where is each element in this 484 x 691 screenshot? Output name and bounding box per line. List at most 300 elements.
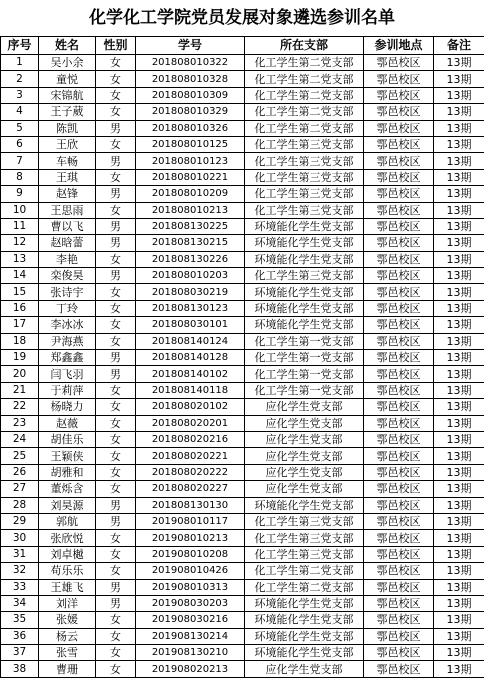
cell-index: 29 — [1, 513, 39, 529]
document-title: 化学化工学院党员发展对象遴选参训名单 — [89, 8, 395, 28]
cell-gender: 女 — [96, 333, 136, 349]
cell-note: 13期 — [434, 71, 484, 87]
cell-branch: 化工学生第一党支部 — [245, 366, 364, 382]
cell-training-location: 鄠邑校区 — [364, 563, 434, 579]
table-row — [1, 87, 484, 103]
cell-name: 宋锦航 — [39, 87, 96, 103]
cell-note: 13期 — [434, 186, 484, 202]
cell-branch: 化工学生第二党支部 — [245, 120, 364, 136]
cell-index: 14 — [1, 268, 39, 284]
cell-note: 13期 — [434, 481, 484, 497]
cell-gender: 女 — [96, 202, 136, 218]
cell-training-location: 鄠邑校区 — [364, 595, 434, 611]
cell-student-id: 201808020216 — [136, 431, 245, 447]
cell-training-location: 鄠邑校区 — [364, 513, 434, 529]
cell-training-location: 鄠邑校区 — [364, 579, 434, 595]
table-row — [1, 563, 484, 579]
cell-name: 尹海燕 — [39, 333, 96, 349]
cell-gender: 男 — [96, 268, 136, 284]
cell-note: 13期 — [434, 284, 484, 300]
cell-name: 王琪 — [39, 169, 96, 185]
cell-branch: 化工学生第三党支部 — [245, 136, 364, 152]
cell-name: 杨晓力 — [39, 399, 96, 415]
cell-index: 21 — [1, 382, 39, 398]
cell-training-location: 鄠邑校区 — [364, 153, 434, 169]
cell-name: 王子葳 — [39, 104, 96, 120]
cell-index: 37 — [1, 645, 39, 661]
cell-branch: 化工学生第三党支部 — [245, 202, 364, 218]
table-row — [1, 546, 484, 562]
cell-name: 刘洋 — [39, 595, 96, 611]
cell-training-location: 鄠邑校区 — [364, 399, 434, 415]
cell-student-id: 201908010208 — [136, 546, 245, 562]
cell-student-id: 201808010213 — [136, 202, 245, 218]
cell-name: 童悦 — [39, 71, 96, 87]
cell-gender: 女 — [96, 563, 136, 579]
cell-branch: 化工学生第三党支部 — [245, 169, 364, 185]
header-gender: 性别 — [96, 37, 136, 55]
cell-gender: 女 — [96, 136, 136, 152]
table-row — [1, 415, 484, 431]
cell-note: 13期 — [434, 595, 484, 611]
cell-note: 13期 — [434, 546, 484, 562]
cell-branch: 化工学生第一党支部 — [245, 333, 364, 349]
header-branch: 所在支部 — [245, 37, 364, 55]
cell-index: 10 — [1, 202, 39, 218]
table-row — [1, 661, 484, 677]
cell-training-location: 鄠邑校区 — [364, 55, 434, 71]
cell-branch: 化工学生第一党支部 — [245, 382, 364, 398]
table-row — [1, 317, 484, 333]
cell-name: 刘昊源 — [39, 497, 96, 513]
cell-student-id: 201808010221 — [136, 169, 245, 185]
cell-note: 13期 — [434, 661, 484, 677]
cell-branch: 环境能化学生党支部 — [245, 218, 364, 234]
table-row — [1, 55, 484, 71]
cell-gender: 男 — [96, 120, 136, 136]
cell-name: 曹以飞 — [39, 218, 96, 234]
cell-branch: 环境能化学生党支部 — [245, 645, 364, 661]
cell-gender: 女 — [96, 645, 136, 661]
cell-index: 18 — [1, 333, 39, 349]
table-row — [1, 235, 484, 251]
cell-name: 王颖侠 — [39, 448, 96, 464]
cell-note: 13期 — [434, 530, 484, 546]
cell-student-id: 201908130210 — [136, 645, 245, 661]
cell-gender: 男 — [96, 513, 136, 529]
cell-index: 9 — [1, 186, 39, 202]
cell-name: 李艳 — [39, 251, 96, 267]
cell-name: 王思雨 — [39, 202, 96, 218]
table-row — [1, 136, 484, 152]
table-row — [1, 382, 484, 398]
cell-gender: 女 — [96, 284, 136, 300]
cell-training-location: 鄠邑校区 — [364, 612, 434, 628]
cell-student-id: 201808140102 — [136, 366, 245, 382]
cell-branch: 化工学生第二党支部 — [245, 104, 364, 120]
cell-note: 13期 — [434, 218, 484, 234]
cell-note: 13期 — [434, 104, 484, 120]
cell-note: 13期 — [434, 628, 484, 644]
cell-training-location: 鄠邑校区 — [364, 645, 434, 661]
cell-note: 13期 — [434, 497, 484, 513]
cell-index: 16 — [1, 300, 39, 316]
cell-name: 郭航 — [39, 513, 96, 529]
cell-training-location: 鄠邑校区 — [364, 202, 434, 218]
cell-student-id: 201908010313 — [136, 579, 245, 595]
cell-gender: 男 — [96, 218, 136, 234]
candidate-table — [0, 36, 484, 678]
cell-note: 13期 — [434, 382, 484, 398]
cell-training-location: 鄠邑校区 — [364, 71, 434, 87]
cell-gender: 男 — [96, 235, 136, 251]
table-row — [1, 399, 484, 415]
cell-student-id: 201808010125 — [136, 136, 245, 152]
cell-name: 王雄飞 — [39, 579, 96, 595]
table-row — [1, 628, 484, 644]
cell-note: 13期 — [434, 350, 484, 366]
cell-student-id: 201808010326 — [136, 120, 245, 136]
cell-index: 1 — [1, 55, 39, 71]
cell-branch: 化工学生第三党支部 — [245, 546, 364, 562]
cell-index: 34 — [1, 595, 39, 611]
cell-student-id: 201808020222 — [136, 464, 245, 480]
cell-name: 丁玲 — [39, 300, 96, 316]
cell-index: 23 — [1, 415, 39, 431]
table-row — [1, 645, 484, 661]
table-row — [1, 579, 484, 595]
cell-branch: 应化学生党支部 — [245, 415, 364, 431]
cell-name: 杨云 — [39, 628, 96, 644]
table-row — [1, 431, 484, 447]
table-row — [1, 333, 484, 349]
cell-note: 13期 — [434, 300, 484, 316]
cell-gender: 女 — [96, 169, 136, 185]
table-row — [1, 366, 484, 382]
cell-name: 胡雅和 — [39, 464, 96, 480]
cell-note: 13期 — [434, 268, 484, 284]
header-note: 备注 — [434, 37, 484, 55]
table-row — [1, 218, 484, 234]
table-row — [1, 612, 484, 628]
cell-training-location: 鄠邑校区 — [364, 628, 434, 644]
cell-note: 13期 — [434, 366, 484, 382]
cell-name: 车畅 — [39, 153, 96, 169]
cell-branch: 化工学生第三党支部 — [245, 186, 364, 202]
cell-student-id: 201808010328 — [136, 71, 245, 87]
table-row — [1, 153, 484, 169]
cell-gender: 女 — [96, 546, 136, 562]
cell-index: 33 — [1, 579, 39, 595]
cell-student-id: 201908030203 — [136, 595, 245, 611]
cell-training-location: 鄠邑校区 — [364, 481, 434, 497]
cell-training-location: 鄠邑校区 — [364, 235, 434, 251]
cell-training-location: 鄠邑校区 — [364, 415, 434, 431]
cell-index: 31 — [1, 546, 39, 562]
cell-training-location: 鄠邑校区 — [364, 497, 434, 513]
cell-note: 13期 — [434, 202, 484, 218]
cell-note: 13期 — [434, 333, 484, 349]
cell-training-location: 鄠邑校区 — [364, 104, 434, 120]
table-row — [1, 71, 484, 87]
cell-note: 13期 — [434, 513, 484, 529]
cell-student-id: 201808010309 — [136, 87, 245, 103]
cell-branch: 化工学生第三党支部 — [245, 268, 364, 284]
cell-training-location: 鄠邑校区 — [364, 268, 434, 284]
cell-branch: 环境能化学生党支部 — [245, 612, 364, 628]
cell-name: 赵晗蕾 — [39, 235, 96, 251]
cell-name: 胡佳乐 — [39, 431, 96, 447]
cell-student-id: 201808020227 — [136, 481, 245, 497]
header-student-id: 学号 — [136, 37, 245, 55]
cell-gender: 女 — [96, 71, 136, 87]
cell-training-location: 鄠邑校区 — [364, 366, 434, 382]
cell-branch: 化工学生第二党支部 — [245, 71, 364, 87]
cell-training-location: 鄠邑校区 — [364, 218, 434, 234]
header-index: 序号 — [1, 37, 39, 55]
cell-index: 5 — [1, 120, 39, 136]
cell-student-id: 201808130215 — [136, 235, 245, 251]
cell-training-location: 鄠邑校区 — [364, 136, 434, 152]
cell-branch: 环境能化学生党支部 — [245, 284, 364, 300]
cell-gender: 女 — [96, 448, 136, 464]
cell-branch: 化工学生第三党支部 — [245, 513, 364, 529]
cell-note: 13期 — [434, 87, 484, 103]
cell-name: 闫飞羽 — [39, 366, 96, 382]
cell-index: 20 — [1, 366, 39, 382]
cell-student-id: 201908010117 — [136, 513, 245, 529]
cell-student-id: 201808010322 — [136, 55, 245, 71]
table-row — [1, 530, 484, 546]
cell-gender: 女 — [96, 251, 136, 267]
cell-branch: 环境能化学生党支部 — [245, 497, 364, 513]
cell-note: 13期 — [434, 415, 484, 431]
cell-training-location: 鄠邑校区 — [364, 284, 434, 300]
cell-index: 7 — [1, 153, 39, 169]
cell-index: 38 — [1, 661, 39, 677]
cell-index: 22 — [1, 399, 39, 415]
cell-index: 2 — [1, 71, 39, 87]
cell-name: 张雪 — [39, 645, 96, 661]
cell-student-id: 201808130226 — [136, 251, 245, 267]
cell-student-id: 201808130225 — [136, 218, 245, 234]
cell-student-id: 201908030216 — [136, 612, 245, 628]
cell-training-location: 鄠邑校区 — [364, 186, 434, 202]
cell-index: 36 — [1, 628, 39, 644]
cell-training-location: 鄠邑校区 — [364, 448, 434, 464]
cell-index: 35 — [1, 612, 39, 628]
cell-student-id: 201808020221 — [136, 448, 245, 464]
cell-training-location: 鄠邑校区 — [364, 333, 434, 349]
cell-student-id: 201808010203 — [136, 268, 245, 284]
cell-branch: 应化学生党支部 — [245, 464, 364, 480]
cell-gender: 男 — [96, 497, 136, 513]
cell-student-id: 201808140124 — [136, 333, 245, 349]
table-header-row — [1, 37, 484, 55]
cell-branch: 环境能化学生党支部 — [245, 628, 364, 644]
cell-branch: 应化学生党支部 — [245, 399, 364, 415]
table-row — [1, 497, 484, 513]
cell-index: 24 — [1, 431, 39, 447]
table-row — [1, 186, 484, 202]
cell-training-location: 鄠邑校区 — [364, 464, 434, 480]
cell-branch: 化工学生第三党支部 — [245, 530, 364, 546]
cell-gender: 男 — [96, 579, 136, 595]
cell-student-id: 201808140128 — [136, 350, 245, 366]
cell-gender: 女 — [96, 104, 136, 120]
cell-training-location: 鄠邑校区 — [364, 87, 434, 103]
table-row — [1, 284, 484, 300]
cell-branch: 化工学生第三党支部 — [245, 153, 364, 169]
cell-name: 陈凯 — [39, 120, 96, 136]
cell-index: 6 — [1, 136, 39, 152]
cell-training-location: 鄠邑校区 — [364, 431, 434, 447]
cell-gender: 男 — [96, 595, 136, 611]
cell-student-id: 201908020213 — [136, 661, 245, 677]
cell-index: 15 — [1, 284, 39, 300]
cell-index: 32 — [1, 563, 39, 579]
cell-index: 25 — [1, 448, 39, 464]
cell-name: 吴小余 — [39, 55, 96, 71]
cell-index: 19 — [1, 350, 39, 366]
cell-note: 13期 — [434, 317, 484, 333]
cell-branch: 应化学生党支部 — [245, 481, 364, 497]
cell-student-id: 201808010329 — [136, 104, 245, 120]
cell-student-id: 201908010213 — [136, 530, 245, 546]
cell-training-location: 鄠邑校区 — [364, 120, 434, 136]
table-row — [1, 268, 484, 284]
cell-note: 13期 — [434, 645, 484, 661]
cell-gender: 男 — [96, 366, 136, 382]
cell-branch: 化工学生第二党支部 — [245, 579, 364, 595]
cell-student-id: 201908130214 — [136, 628, 245, 644]
cell-note: 13期 — [434, 431, 484, 447]
cell-student-id: 201808030101 — [136, 317, 245, 333]
cell-index: 17 — [1, 317, 39, 333]
cell-gender: 女 — [96, 661, 136, 677]
cell-gender: 女 — [96, 399, 136, 415]
cell-gender: 女 — [96, 464, 136, 480]
cell-note: 13期 — [434, 235, 484, 251]
cell-name: 苟乐乐 — [39, 563, 96, 579]
cell-student-id: 201808010209 — [136, 186, 245, 202]
header-name: 姓名 — [39, 37, 96, 55]
table-row — [1, 448, 484, 464]
cell-gender: 女 — [96, 317, 136, 333]
cell-branch: 环境能化学生党支部 — [245, 317, 364, 333]
cell-gender: 男 — [96, 186, 136, 202]
cell-branch: 化工学生第一党支部 — [245, 350, 364, 366]
cell-index: 28 — [1, 497, 39, 513]
cell-gender: 男 — [96, 153, 136, 169]
cell-student-id: 201808010123 — [136, 153, 245, 169]
cell-gender: 男 — [96, 350, 136, 366]
cell-branch: 环境能化学生党支部 — [245, 595, 364, 611]
cell-note: 13期 — [434, 136, 484, 152]
cell-student-id: 201808130130 — [136, 497, 245, 513]
cell-gender: 女 — [96, 415, 136, 431]
cell-index: 27 — [1, 481, 39, 497]
cell-index: 11 — [1, 218, 39, 234]
cell-branch: 化工学生第二党支部 — [245, 563, 364, 579]
cell-name: 刘卓樾 — [39, 546, 96, 562]
cell-name: 李冰冰 — [39, 317, 96, 333]
cell-student-id: 201808020201 — [136, 415, 245, 431]
cell-branch: 环境能化学生党支部 — [245, 300, 364, 316]
cell-student-id: 201808130123 — [136, 300, 245, 316]
cell-note: 13期 — [434, 55, 484, 71]
cell-index: 4 — [1, 104, 39, 120]
cell-training-location: 鄠邑校区 — [364, 350, 434, 366]
table-row — [1, 350, 484, 366]
cell-training-location: 鄠邑校区 — [364, 546, 434, 562]
cell-name: 于莉萍 — [39, 382, 96, 398]
cell-note: 13期 — [434, 563, 484, 579]
cell-name: 张媛 — [39, 612, 96, 628]
cell-gender: 女 — [96, 300, 136, 316]
cell-student-id: 201808140118 — [136, 382, 245, 398]
table-row — [1, 464, 484, 480]
cell-branch: 环境能化学生党支部 — [245, 235, 364, 251]
cell-name: 王欣 — [39, 136, 96, 152]
cell-name: 张欣悦 — [39, 530, 96, 546]
cell-training-location: 鄠邑校区 — [364, 530, 434, 546]
cell-gender: 女 — [96, 55, 136, 71]
header-training-location: 参训地点 — [364, 37, 434, 55]
cell-note: 13期 — [434, 579, 484, 595]
cell-gender: 女 — [96, 431, 136, 447]
cell-student-id: 201808030219 — [136, 284, 245, 300]
cell-gender: 女 — [96, 87, 136, 103]
cell-note: 13期 — [434, 169, 484, 185]
cell-name: 张诗宇 — [39, 284, 96, 300]
cell-training-location: 鄠邑校区 — [364, 251, 434, 267]
cell-student-id: 201908010426 — [136, 563, 245, 579]
cell-name: 曹珊 — [39, 661, 96, 677]
cell-name: 赵锋 — [39, 186, 96, 202]
cell-index: 3 — [1, 87, 39, 103]
cell-index: 30 — [1, 530, 39, 546]
cell-gender: 女 — [96, 530, 136, 546]
cell-gender: 女 — [96, 382, 136, 398]
table-row — [1, 595, 484, 611]
cell-name: 赵薇 — [39, 415, 96, 431]
cell-index: 13 — [1, 251, 39, 267]
table-row — [1, 104, 484, 120]
cell-name: 郑鑫鑫 — [39, 350, 96, 366]
table-row — [1, 481, 484, 497]
cell-training-location: 鄠邑校区 — [364, 169, 434, 185]
table-row — [1, 169, 484, 185]
cell-gender: 女 — [96, 481, 136, 497]
cell-name: 栾俊昊 — [39, 268, 96, 284]
cell-name: 董烁含 — [39, 481, 96, 497]
cell-note: 13期 — [434, 464, 484, 480]
cell-index: 12 — [1, 235, 39, 251]
cell-gender: 女 — [96, 628, 136, 644]
cell-index: 8 — [1, 169, 39, 185]
table-row — [1, 300, 484, 316]
cell-branch: 应化学生党支部 — [245, 431, 364, 447]
cell-note: 13期 — [434, 251, 484, 267]
cell-gender: 女 — [96, 612, 136, 628]
cell-student-id: 201808020102 — [136, 399, 245, 415]
cell-index: 26 — [1, 464, 39, 480]
table-row — [1, 251, 484, 267]
cell-branch: 应化学生党支部 — [245, 448, 364, 464]
cell-note: 13期 — [434, 120, 484, 136]
cell-training-location: 鄠邑校区 — [364, 317, 434, 333]
